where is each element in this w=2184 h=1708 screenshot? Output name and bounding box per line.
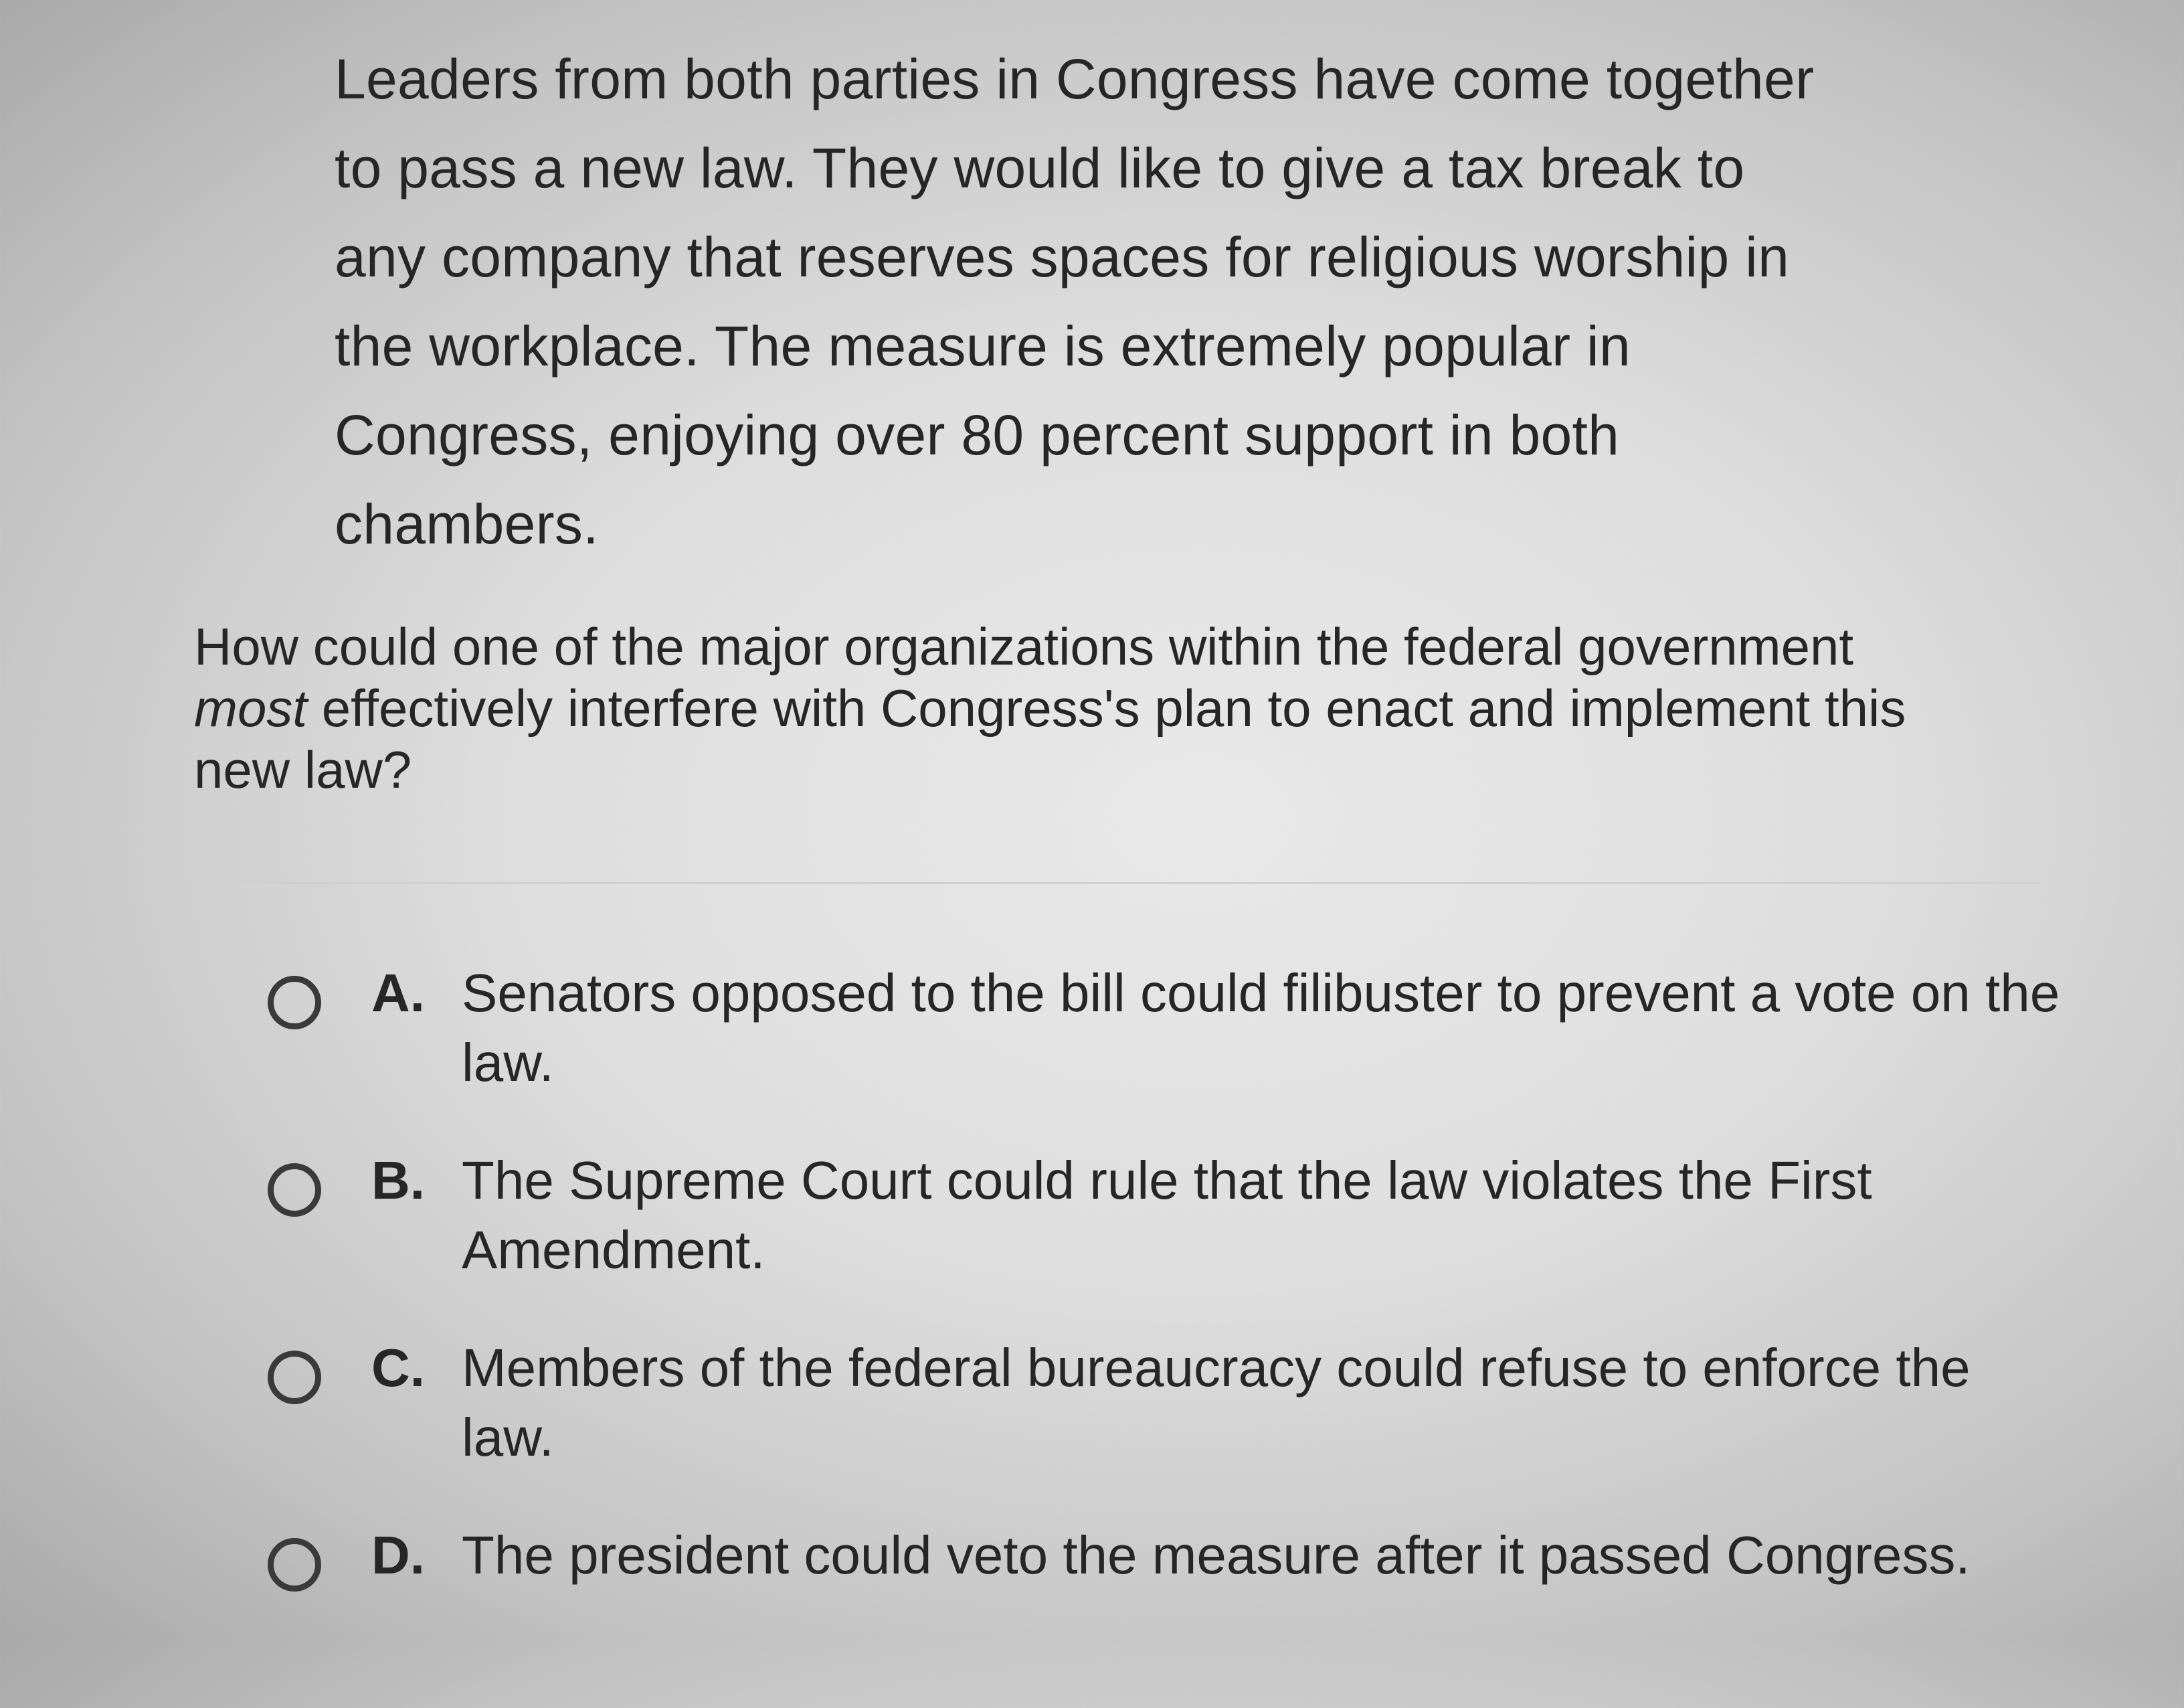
option-letter: A.	[371, 963, 425, 1023]
question-text-start: How could one of the major organizations within the federal government	[194, 617, 1854, 676]
option-text: Members of the federal bureaucracy could refuse to enforce the law.	[462, 1338, 1971, 1467]
option-letter: B.	[371, 1150, 425, 1210]
radio-button-icon[interactable]	[268, 1538, 321, 1592]
radio-button-icon[interactable]	[268, 1351, 321, 1404]
passage-line: the workplace. The measure is extremely popular in	[335, 315, 1631, 377]
option-letter: D.	[371, 1525, 425, 1585]
answer-option-d[interactable]	[248, 1521, 2054, 1708]
radio-button-icon[interactable]	[268, 976, 321, 1029]
passage-line: Congress, enjoying over 80 percent support in both	[335, 404, 1620, 466]
answer-options	[248, 958, 2060, 1708]
passage-line: to pass a new law. They would like to give a tax break to	[335, 137, 1745, 199]
question-prompt	[194, 616, 2014, 800]
passage-line: Leaders from both parties in Congress have come together	[335, 48, 1815, 110]
question-emphasis: most	[194, 679, 308, 738]
passage-line: any company that reserves spaces for religious worship in	[335, 226, 1790, 288]
divider	[167, 882, 2041, 884]
option-text: Senators opposed to the bill could filibuster to prevent a vote on the law.	[462, 963, 2060, 1092]
question-text-end: effectively interfere with Congress's plan to enact and implement this new law?	[194, 679, 1906, 799]
option-text: The president could veto the measure after it passed Congress.	[462, 1525, 1971, 1585]
passage	[335, 35, 1940, 569]
option-letter: C.	[371, 1338, 425, 1397]
passage-line: chambers.	[335, 493, 599, 556]
answer-option-a[interactable]	[248, 958, 2060, 1146]
radio-button-icon[interactable]	[268, 1163, 321, 1217]
option-text: The Supreme Court could rule that the law violates the First Amendment.	[462, 1150, 1872, 1280]
answer-option-c[interactable]	[248, 1333, 2054, 1521]
answer-option-b[interactable]	[248, 1146, 2054, 1333]
